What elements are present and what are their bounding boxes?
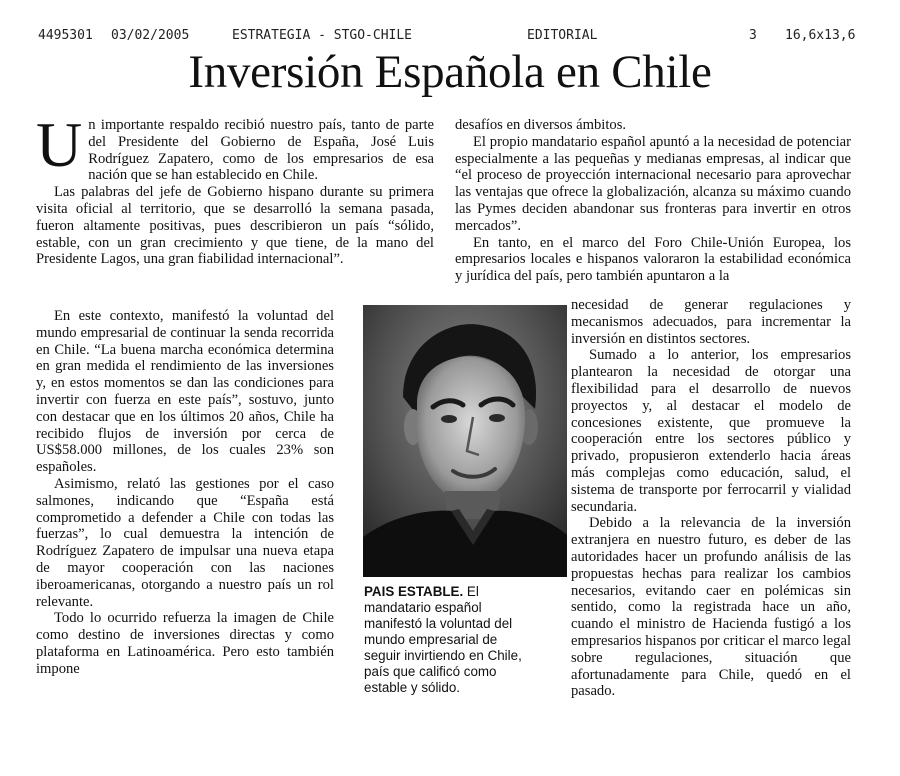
article-paragraph: El propio mandatario español apuntó a la necesidad de potenciar especialmente a las pequeñas y medianas empresas, al indicar que “el proceso de proyección internacional necesario para aprovechar las ventajas que ofrece la globalización, alcanza su máximo cuando las Pymes deciden abandonar sus fronteras para invertir en otros mercados”. xyxy=(455,133,851,234)
article-column-3 xyxy=(571,297,851,700)
clipping-id: 4495301 xyxy=(38,28,93,43)
article-paragraph: Sumado a lo anterior, los empresarios plantearon la necesidad de otorgar una flexibilidad para el desarrollo de nuevos proyectos y, al destacar el modelo de concesiones existente, que promueve la cooperación entre los sectores público y privado, propusieron extenderlo hacia áreas más complejas como educación, salud, el sistema de transporte por ferrocarril y vialidad secundaria. xyxy=(571,347,851,515)
article-paragraph: Asimismo, relató las gestiones por el caso salmones, indicando que “España está comprometido a defender a Chile con todas las fuerzas”, lo cual demuestra la intención de Rodríguez Zapatero de impulsar una nueva etapa de mayor cooperación con las naciones iberoamericanas, otorgando a nuestro país un rol relevante. xyxy=(36,475,334,610)
article-paragraph: desafíos en diversos ámbitos. xyxy=(455,117,627,133)
article-paragraph: En este contexto, manifestó la voluntad del mundo empresarial de continuar la senda recorrida en Chile. “La buena marcha económica determina en gran medida el rendimiento de las inversiones y, en estos momentos se dan las condiciones para invertir con fuerza en este país”, sostuvo, junto con destacar que en los últimos 20 años, Chile ha recibido flujos de inversión por cerca de US$58.000 millones, de los cuales 23% son españoles. xyxy=(36,308,334,476)
article-column-1 xyxy=(36,109,434,268)
section-label: EDITORIAL xyxy=(527,28,598,43)
portrait-photo xyxy=(363,305,567,577)
article-paragraph: En tanto, en el marco del Foro Chile-Unión Europea, los empresarios locales e hispanos valoraron la estabilidad económica y jurídica del país, pero también apuntaron a la xyxy=(455,234,851,285)
clipping-date: 03/02/2005 xyxy=(111,28,190,43)
article-paragraph: Las palabras del jefe de Gobierno hispano durante su primera visita oficial al territorio, que se desarrolló la semana pasada, fueron altamente positivas, pues describieron un país “sólido, estable, con un gran crecimiento y que tiene, de la mano del Presidente Lagos, una gran fiabilidad internacional”. xyxy=(36,184,434,268)
article-paragraph: n importante respaldo recibió nuestro país, tanto de parte del Presidente del Gobierno de España, José Luis Rodríguez Zapatero, como de los empresarios de esa nación que se han establecido en Chile. xyxy=(88,117,434,184)
photo-caption xyxy=(364,584,536,696)
page-number: 3 xyxy=(749,28,757,43)
drop-cap: U xyxy=(36,109,83,180)
article-column-2 xyxy=(455,117,851,285)
article-paragraph: necesidad de generar regulaciones y mecanismos adecuados, para incrementar la inversión en distintos sectores. xyxy=(571,297,851,347)
article-column-1-lower xyxy=(36,308,334,678)
caption-lead: PAIS ESTABLE. xyxy=(364,584,464,599)
article-paragraph: Todo lo ocurrido refuerza la imagen de Chile como destino de inversiones directas y como plataforma en Latinoamérica. Pero esto también impone xyxy=(36,610,334,677)
publication-source: ESTRATEGIA - STGO-CHILE xyxy=(232,28,413,43)
clipping-size: 16,6x13,6 xyxy=(785,28,856,43)
article-paragraph: Debido a la relevancia de la inversión extranjera en nuestro futuro, es deber de las autoridades hacer un profundo análisis de las propuestas hechas para realizar los cambios necesarios, evitando caer en polémicas sin sentido, como la registrada hace un año, cuando el ministro de Hacienda fustigó a los empresarios hispanos por criticar el marco legal sobre regulaciones, situación que afortunadamente para Chile, quedó en el pasado. xyxy=(571,515,851,700)
portrait-illustration xyxy=(363,305,567,577)
article-title: Inversión Española en Chile xyxy=(188,46,712,98)
caption-text: El mandatario español manifestó la voluntad del mundo empresarial de seguir invirtiendo en Chile, país que calificó como estable y sólido. xyxy=(364,584,522,695)
